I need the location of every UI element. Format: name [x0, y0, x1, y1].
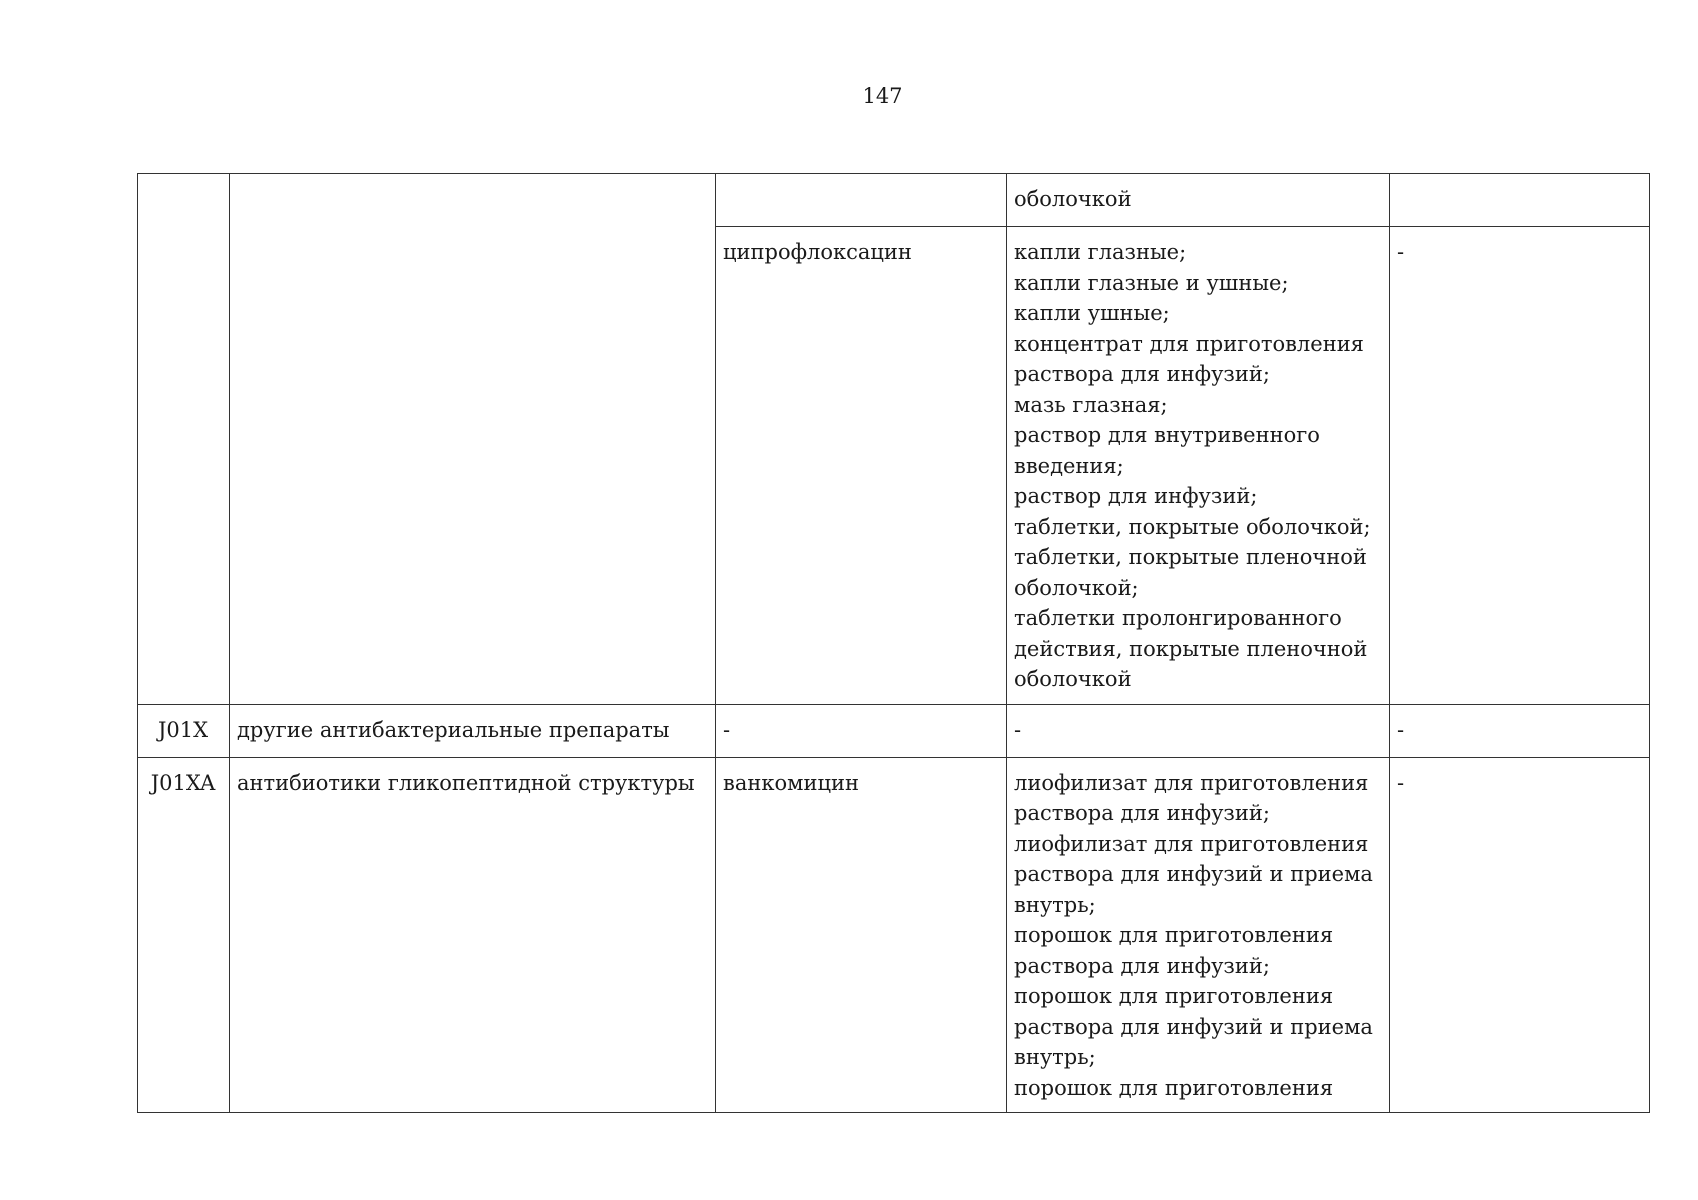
dosage-forms-cell [1007, 227, 1390, 705]
dosage-form-line: введения; [1014, 453, 1124, 478]
dosage-form-line: порошок для приготовления [1014, 984, 1334, 1008]
dosage-form-line: раствора для инфузий; [1014, 953, 1270, 978]
dosage-form-line: таблетки, покрытые пленочной [1014, 545, 1367, 569]
drug-name-cell: ципрофлоксацин [716, 227, 1007, 705]
dosage-form-line: капли глазные; [1014, 240, 1187, 264]
extra-cell: - [1390, 227, 1650, 705]
dosage-form-line: оболочкой; [1014, 575, 1139, 600]
table-row [138, 174, 1650, 227]
dosage-form-line: внутрь; [1014, 892, 1096, 917]
extra-cell: - [1390, 704, 1650, 757]
drug-name-cell: - [716, 704, 1007, 757]
dosage-form-line: капли глазные и ушные; [1014, 270, 1289, 295]
dosage-form-line: мазь глазная; [1014, 392, 1168, 417]
dosage-form-line: порошок для приготовления [1014, 1075, 1334, 1100]
dosage-form-line: действия, покрытые пленочной [1014, 636, 1368, 661]
dosage-form-line: раствор для внутривенного [1014, 423, 1320, 447]
dosage-form-line: концентрат для приготовления [1014, 331, 1364, 356]
dosage-form-line: капли ушные; [1014, 301, 1170, 325]
extra-cell [1390, 174, 1650, 227]
dosage-form-line: раствора для инфузий и приема [1014, 862, 1373, 886]
atc-code-cell [138, 174, 230, 705]
extra-cell: - [1390, 757, 1650, 1113]
table-row [138, 704, 1650, 757]
group-name-cell [230, 174, 716, 705]
atc-code-cell: J01XA [138, 757, 230, 1113]
dosage-form-line: раствора для инфузий и приема [1014, 1014, 1373, 1039]
dosage-forms-cell [1007, 174, 1390, 227]
table-row [138, 757, 1650, 1113]
group-name-cell: другие антибактериальные препараты [230, 704, 716, 757]
drug-table [137, 173, 1650, 1113]
dosage-forms-cell [1007, 704, 1390, 757]
dosage-form-line: оболочкой [1014, 187, 1132, 211]
dosage-form-line: лиофилизат для приготовления [1014, 831, 1369, 856]
dosage-form-line: таблетки пролонгированного [1014, 606, 1342, 630]
dosage-form-line: внутрь; [1014, 1045, 1096, 1069]
dosage-forms-cell [1007, 757, 1390, 1113]
dosage-form-line: раствор для инфузий; [1014, 484, 1258, 508]
dosage-form-line: раствора для инфузий; [1014, 362, 1270, 386]
drug-name-cell: ванкомицин [716, 757, 1007, 1113]
atc-code-cell: J01X [138, 704, 230, 757]
dosage-form-line: раствора для инфузий; [1014, 801, 1270, 825]
drug-name-cell [716, 174, 1007, 227]
dosage-form-line: таблетки, покрытые оболочкой; [1014, 514, 1371, 539]
group-name-cell: антибиотики гликопептидной структуры [230, 757, 716, 1113]
dosage-form-line: порошок для приготовления [1014, 923, 1334, 947]
dosage-form-line: лиофилизат для приготовления [1014, 770, 1369, 795]
page-number: 147 [862, 84, 903, 108]
dosage-form-line: оболочкой [1014, 667, 1132, 691]
dosage-form-line: - [1014, 717, 1022, 742]
